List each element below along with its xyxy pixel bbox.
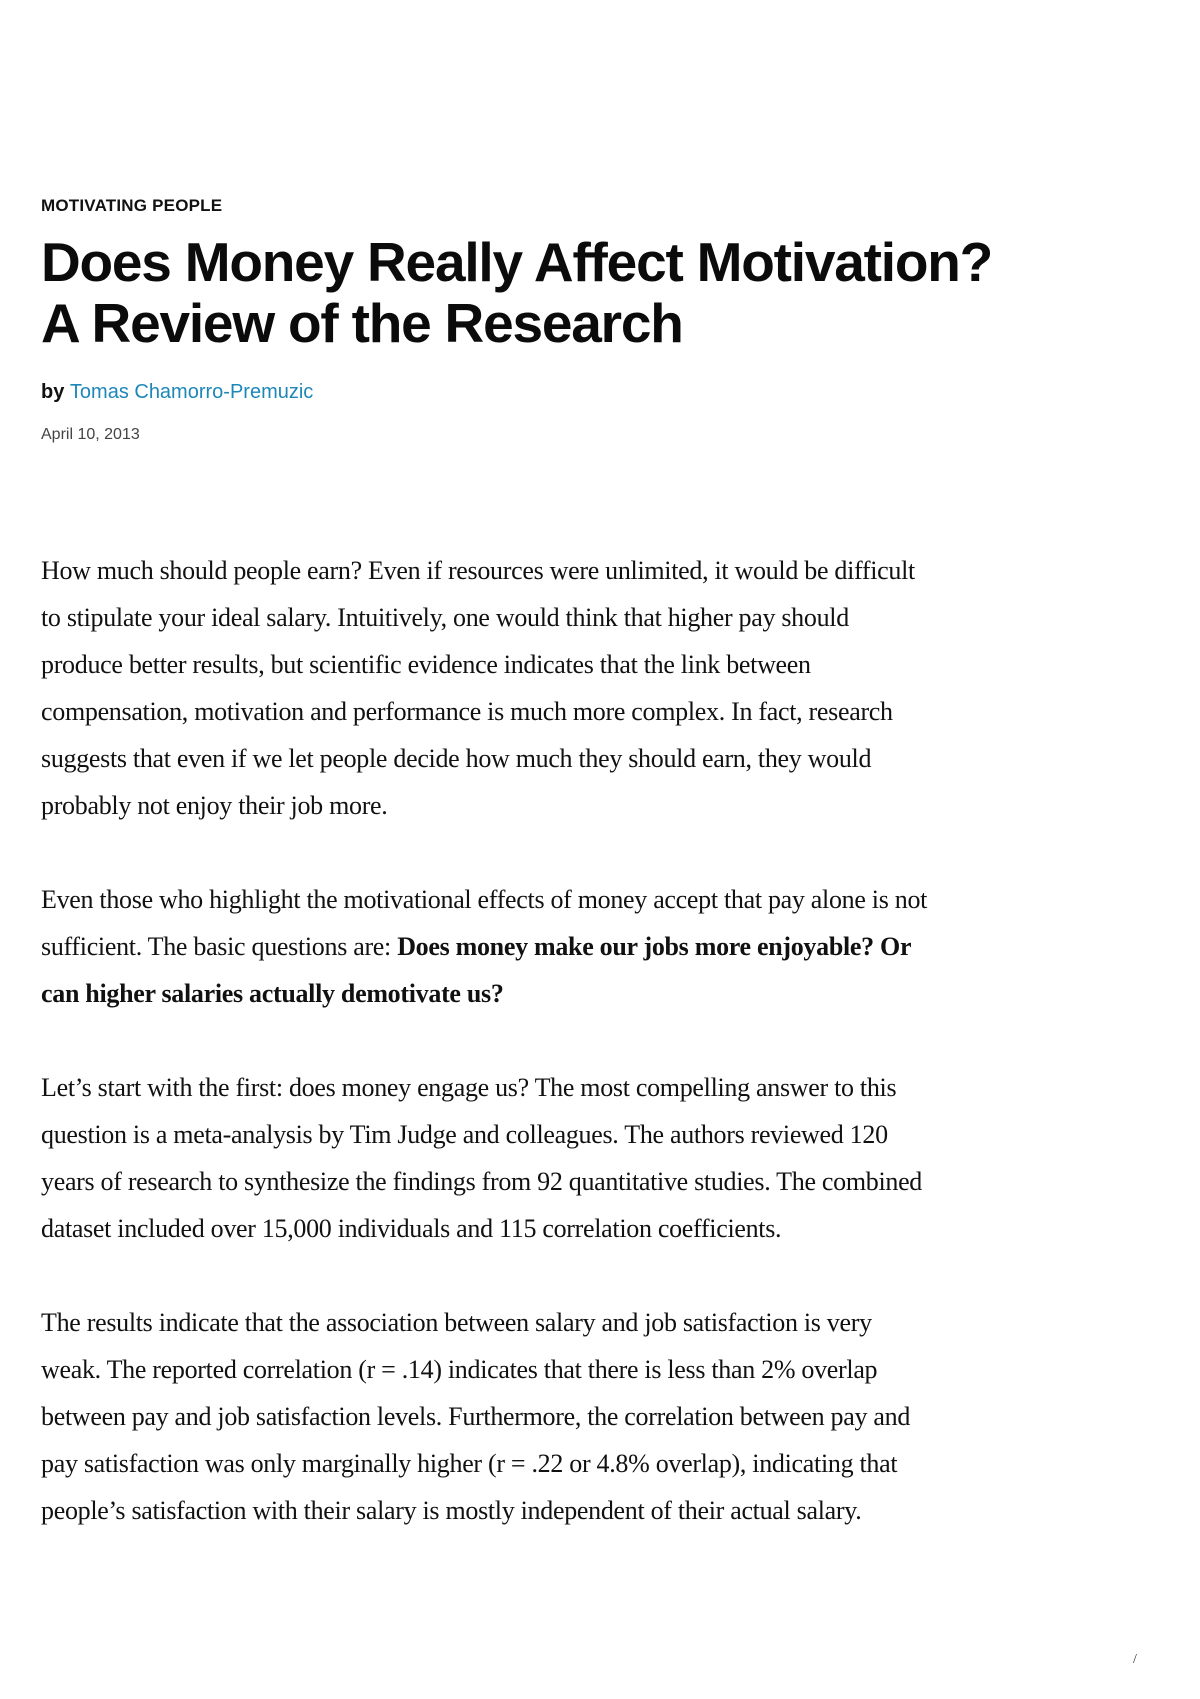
author-link[interactable]: Tomas Chamorro-Premuzic — [69, 381, 314, 403]
paragraph-line: people’s satisfaction with their salary is mostly independent of their actual salary. — [41, 1496, 862, 1525]
paragraph-line: How much should people earn? Even if resources were unlimited, it would be difficult — [41, 556, 915, 585]
paragraph-line: produce better results, but scientific evidence indicates that the link between — [41, 650, 811, 679]
paragraph-1 — [41, 547, 1163, 829]
paragraph-3 — [41, 1064, 1163, 1252]
paragraph-line: The results indicate that the association between salary and job satisfaction is very — [41, 1308, 872, 1337]
paragraph-text: sufficient. The basic questions are: — [41, 932, 398, 961]
paragraph-line: weak. The reported correlation (r = .14) indicates that there is less than 2% overlap — [41, 1355, 878, 1384]
paragraph-line — [41, 923, 1163, 970]
publish-date: April 10, 2013 — [41, 426, 140, 443]
paragraph-line: dataset included over 15,000 individuals and 115 correlation coefficients. — [41, 1214, 782, 1243]
paragraph-line: Even those who highlight the motivational effects of money accept that pay alone is not — [41, 885, 928, 914]
paragraph-2 — [41, 876, 1163, 1017]
paragraph-line: pay satisfaction was only marginally higher (r = .22 or 4.8% overlap), indicating that — [41, 1449, 898, 1478]
paragraph-line: years of research to synthesize the findings from 92 quantitative studies. The combined — [41, 1167, 923, 1196]
paragraph-line: between pay and job satisfaction levels. Furthermore, the correlation between pay and — [41, 1402, 911, 1431]
paragraph-line: to stipulate your ideal salary. Intuitively, one would think that higher pay should — [41, 603, 849, 632]
article-title-line-2: A Review of the Research — [41, 292, 683, 354]
page-mark: / — [1133, 1652, 1137, 1667]
paragraph-line: Let’s start with the first: does money engage us? The most compelling answer to this — [41, 1073, 897, 1102]
key-question: Does money make our jobs more enjoyable? Or — [397, 932, 912, 961]
article-title-line-1: Does Money Really Affect Motivation? — [41, 231, 993, 293]
paragraph-line: compensation, motivation and performance is much more complex. In fact, research — [41, 697, 893, 726]
byline — [41, 381, 313, 404]
article-title — [41, 232, 1159, 354]
category-label[interactable]: MOTIVATING PEOPLE — [41, 196, 223, 215]
key-question: can higher salaries actually demotivate us? — [41, 979, 504, 1008]
paragraph-line: question is a meta-analysis by Tim Judge and colleagues. The authors reviewed 120 — [41, 1120, 888, 1149]
paragraph-4 — [41, 1299, 1163, 1534]
paragraph-line: suggests that even if we let people decide how much they should earn, they would — [41, 744, 872, 773]
paragraph-line: probably not enjoy their job more. — [41, 791, 388, 820]
article-body — [41, 547, 1163, 1581]
byline-prefix: by — [41, 381, 65, 403]
